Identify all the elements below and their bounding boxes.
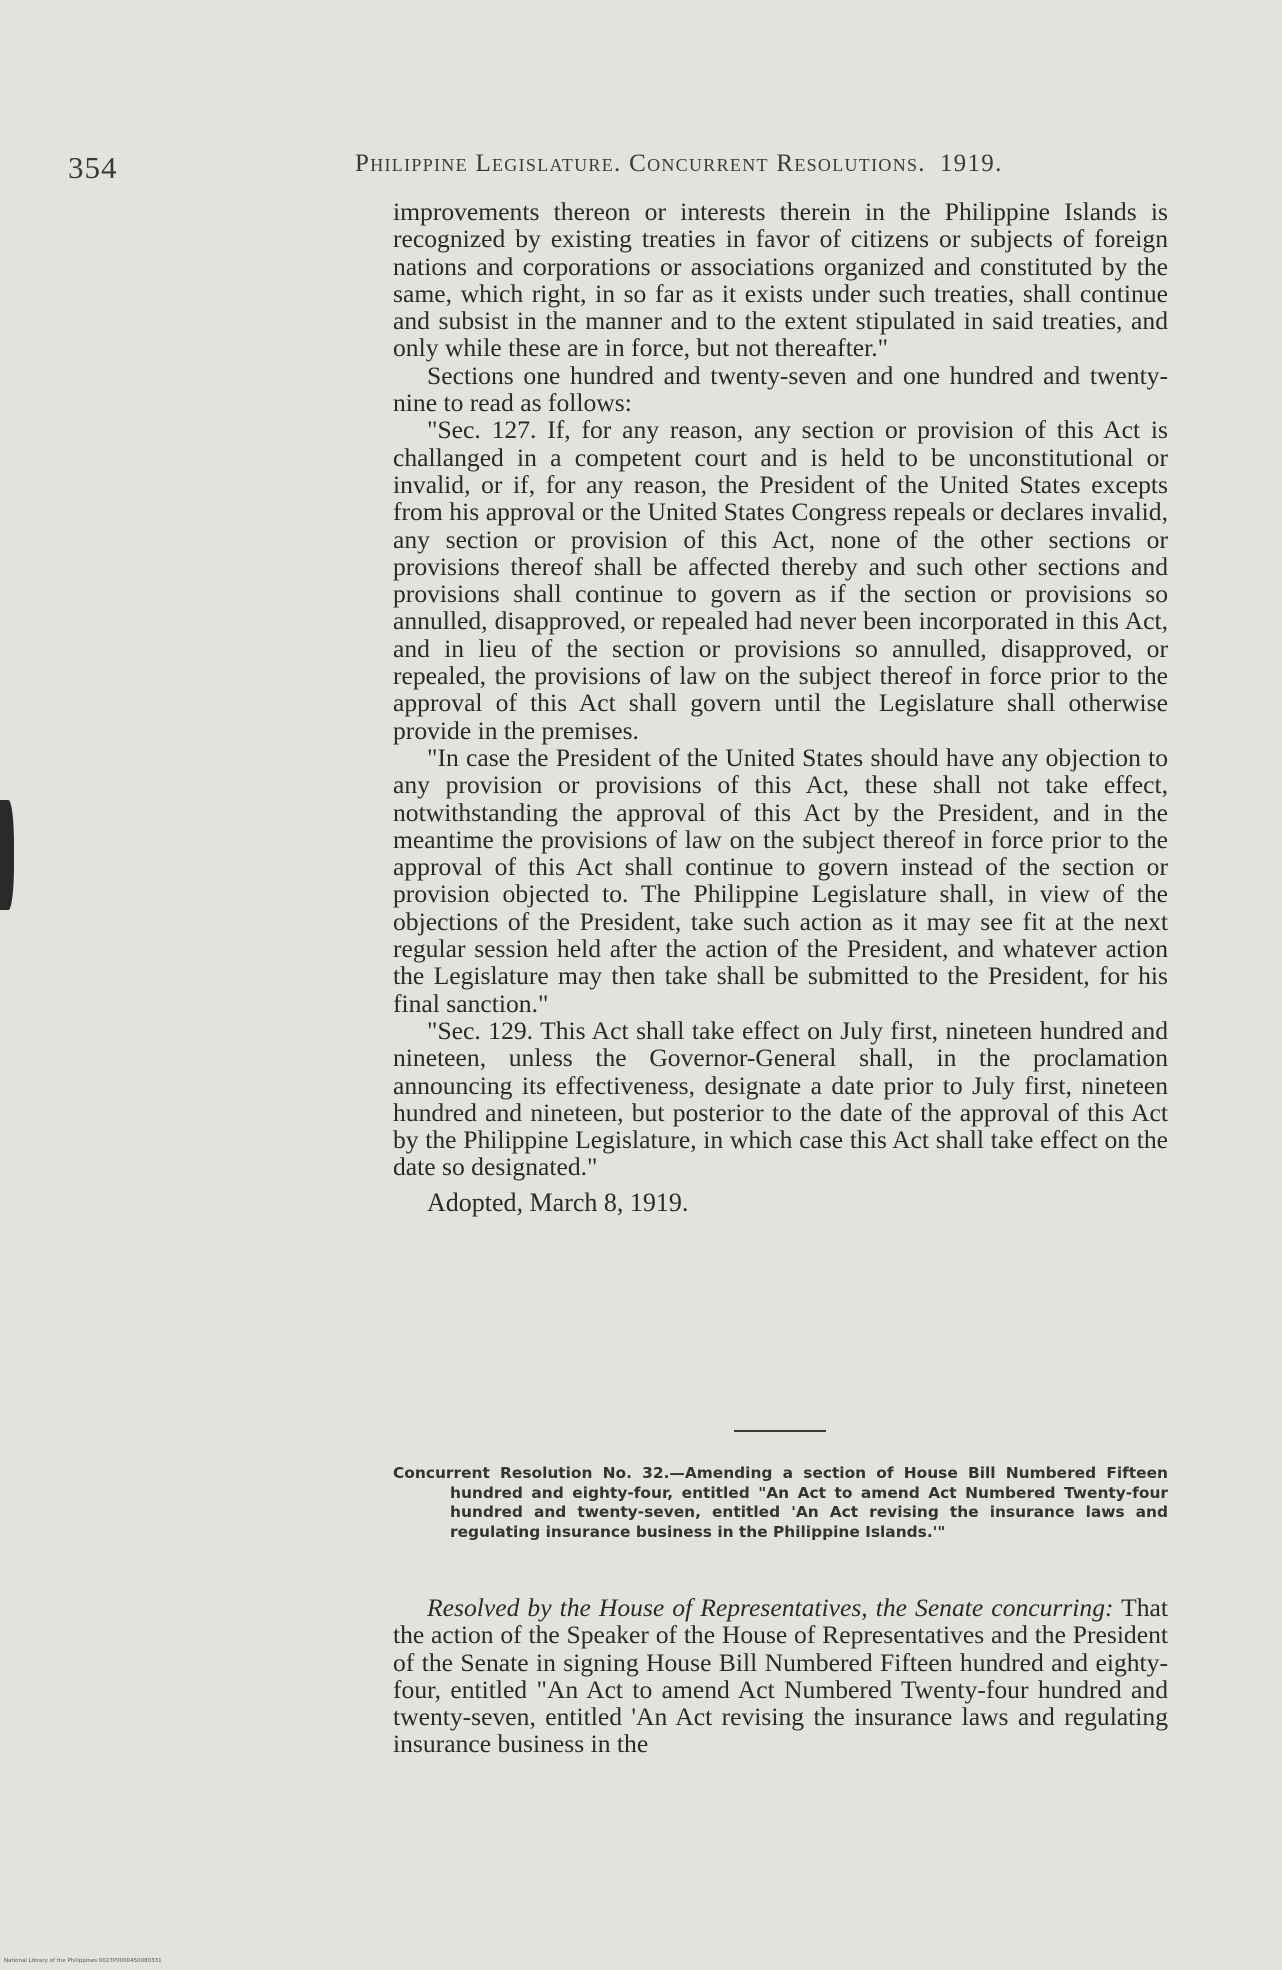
adopted-date: Adopted, March 8, 1919. bbox=[427, 1187, 689, 1217]
paragraph-sec-129: "Sec. 129. This Act shall take effect on July first, nineteen hundred and nineteen, unless the Governor-General shall, in the proclamation announcing its effectiveness, designate a date prior to July first, nineteen hundred and nineteen, but posterior to the date of the approval of this Act by the Philippine Legislature, in which case this Act shall take effect on the date so designated." bbox=[393, 1015, 1168, 1182]
running-head-title: Philippine Legislature. Concurrent Resolutions. bbox=[355, 150, 926, 177]
paragraph: "In case the President of the United States should have any objection to any provision or provisions of this Act, these shall not take effect, notwithstanding the approval of this Act by the President, and in the meantime the provisions of law on the subject thereof in force prior to the approval of this Act shall continue to govern instead of the section or provision objected to. The Philippine Legislature shall, in view of the objections of the President, take such action as it may see fit at the next regular session held after the action of the President, and whatever action the Legislature may then take shall be submitted to the President, for his final sanction." bbox=[393, 742, 1168, 1018]
paragraph: Sections one hundred and twenty-seven and one hundred and twenty-nine to read as follows: bbox=[393, 360, 1168, 418]
resolution-heading: Concurrent Resolution No. 32.—Amending a section of House Bill Numbered Fifteen hundred and eighty-four, entitled "An Act to amend Act Numbered Twenty-four hundred and twenty-seven, entitled 'An Act revising the insurance laws and regulating insurance business in the Philippine Islands.'" bbox=[393, 1464, 1168, 1541]
binding-shadow bbox=[0, 800, 14, 910]
paragraph-sec-127: "Sec. 127. If, for any reason, any section or provision of this Act is challanged in a competent court and is held to be unconstitutional or invalid, or if, for any reason, the President of the United States excepts from his approval or the United States Congress repeals or declares invalid, any section or provision of this Act, none of the other sections or provisions thereof shall be affected thereby and such other sections and provisions shall continue to govern as if the section or provisions so annulled, disapproved, or repealed had never been incorporated in this Act, and in lieu of the section or provisions so annulled, disapproved, or repealed, the provisions of law on the subject thereof in force prior to the approval of this Act shall govern until the Legislature shall otherwise provide in the premises. bbox=[393, 415, 1168, 745]
main-text bbox=[393, 198, 1168, 1216]
resolved-clause: Resolved by the House of Representatives, the Senate concurring: bbox=[427, 1593, 1114, 1622]
archive-stamp: National Library of the Philippines 0027P0000450080331 bbox=[4, 1958, 162, 1964]
section-divider bbox=[734, 1430, 826, 1432]
page-number: 354 bbox=[68, 150, 118, 185]
paragraph: improvements thereon or interests therein in the Philippine Islands is recognized by existing treaties in favor of citizens or subjects of foreign nations and corporations or associations organized and constituted by the same, which right, in so far as it exists under such treaties, shall continue and subsist in the manner and to the extent stipulated in said treaties, and only while these are in force, but not thereafter." bbox=[393, 197, 1168, 363]
resolution-body: That the action of the Speaker of the House of Representatives and the President of the Senate in signing House Bill Numbered Fifteen hundred and eighty-four, entitled "An Act to amend Act Numbered Twenty-four hundred and twenty-seven, entitled 'An Act revising the insurance laws and regulating insurance business in the bbox=[393, 1593, 1168, 1759]
running-head-year: 1919. bbox=[939, 150, 1003, 177]
resolution-text bbox=[393, 1594, 1168, 1758]
running-head bbox=[355, 150, 1170, 178]
